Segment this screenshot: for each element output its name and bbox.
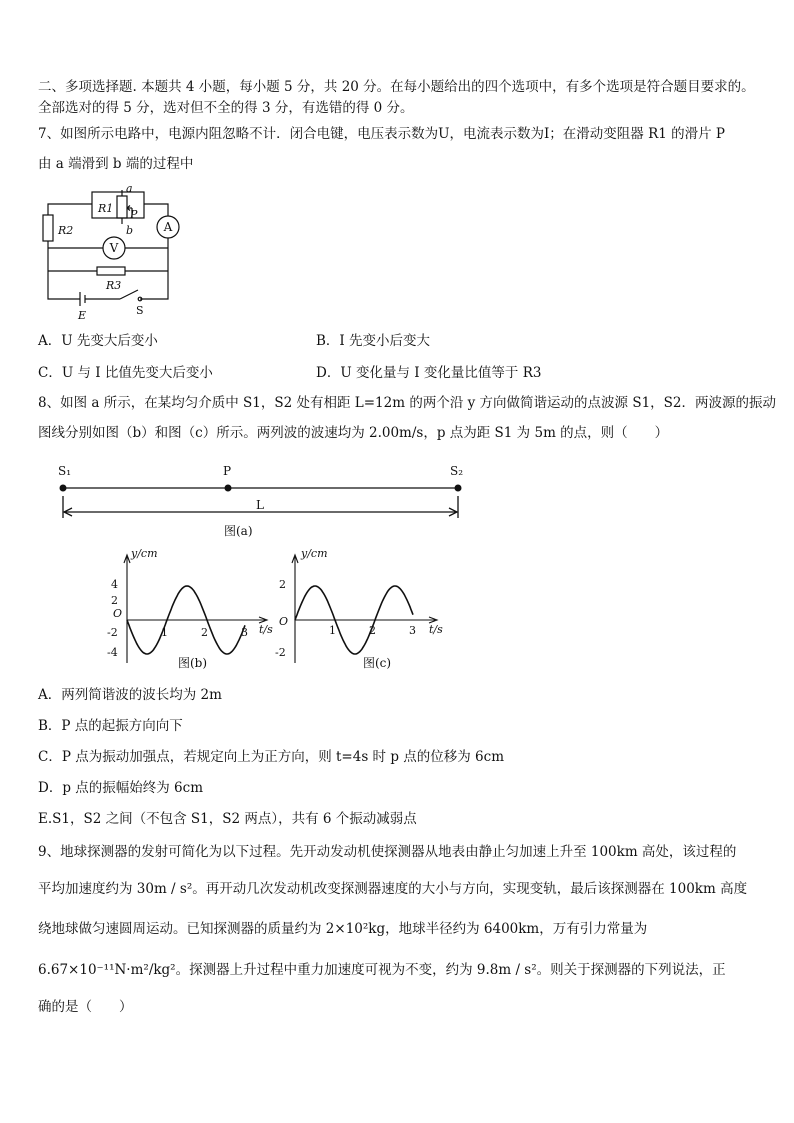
point-s2 <box>455 485 462 492</box>
resistor-r3 <box>97 267 125 275</box>
q8-figure-b <box>105 545 285 675</box>
section-2-heading-line-1: 二、多项选择题. 本题共 4 小题，每小题 5 分，共 20 分。在每小题给出的四个选项中，有多个选项是符合题目要求的。 <box>38 79 755 95</box>
label-r1: R1 <box>98 202 114 215</box>
q9-line-1: 9、地球探测器的发射可简化为以下过程。先开动发动机使探测器从地表由静止匀加速上升至 100km 高处，该过程的 <box>38 844 737 860</box>
q7-stem-line-1: 7、如图所示电路中，电源内阻忽略不计．闭合电键，电压表示数为U，电流表示数为I；在滑动变阻器 R1 的滑片 P <box>38 126 726 142</box>
ammeter-label: A <box>163 220 173 234</box>
ylabel-b: y/cm <box>131 547 158 560</box>
label-r2: R2 <box>58 224 74 237</box>
q8-option-d: D．p 点的振幅始终为 6cm <box>38 780 203 796</box>
caption-b: 图(b) <box>178 656 208 670</box>
ytick-c-2: 2 <box>279 578 286 591</box>
q8-option-e: E.S1，S2 之间（不包含 S1，S2 两点），共有 6 个振动减弱点 <box>38 811 417 827</box>
xtick-b-2: 2 <box>201 626 208 639</box>
q8-figure-a <box>50 460 480 545</box>
label-p: P <box>223 464 232 478</box>
q9-line-5: 确的是（ ） <box>38 999 133 1015</box>
point-p <box>225 485 232 492</box>
xtick-c-3: 3 <box>409 624 416 637</box>
ytick-b-2: 2 <box>111 594 118 607</box>
label-l: L <box>256 498 264 512</box>
q9-line-4: 6.67×10⁻¹¹N·m²/kg²。探测器上升过程中重力加速度可视为不变，约为 9.8m / s²。则关于探测器的下列说法，正 <box>38 962 726 978</box>
xlabel-c: t/s <box>429 623 443 636</box>
origin-b: O <box>113 607 123 620</box>
label-s: S <box>136 304 144 317</box>
q8-figure-c <box>275 545 455 675</box>
label-a: a <box>126 182 133 195</box>
caption-a: 图(a) <box>224 524 253 538</box>
point-s1 <box>60 485 67 492</box>
q9-line-2: 平均加速度约为 30m / s²。再开动几次发动机改变探测器速度的大小与方向，实现变轨，最后该探测器在 100km 高度 <box>38 881 748 897</box>
label-b: b <box>126 224 134 237</box>
label-s1: S₁ <box>58 464 72 478</box>
label-e: E <box>78 309 87 322</box>
q7-circuit-diagram <box>40 182 190 322</box>
voltmeter-label: V <box>109 241 119 255</box>
resistor-r1 <box>117 196 127 218</box>
xtick-c-1: 1 <box>329 624 336 637</box>
q8-stem-line-1: 8、如图 a 所示，在某均匀介质中 S1，S2 处有相距 L=12m 的两个沿 y 方向做简谐运动的点波源 S1，S2．两波源的振动 <box>38 395 776 411</box>
ylabel-c: y/cm <box>301 547 328 560</box>
ytick-b-neg2: -2 <box>107 626 118 639</box>
circuit-right-wire <box>140 238 168 299</box>
battery <box>76 292 92 306</box>
q8-stem-line-2: 图线分别如图（b）和图（c）所示。两列波的波速均为 2.00m/s，p 点为距 S1 为 5m 的点，则（ ） <box>38 425 669 441</box>
q9-line-3: 绕地球做匀速圆周运动。已知探测器的质量约为 2×10²kg，地球半径约为 6400km，万有引力常量为 <box>38 921 648 937</box>
section-2-heading-line-2: 全部选对的得 5 分，选对但不全的得 3 分，有选错的得 0 分。 <box>38 100 414 116</box>
circuit-left-wire <box>48 241 76 299</box>
origin-c: O <box>279 615 289 628</box>
label-s2: S₂ <box>450 464 464 478</box>
xtick-c-2: 2 <box>369 624 376 637</box>
q7-option-d: D．U 变化量与 I 变化量比值等于 R3 <box>316 365 542 381</box>
caption-c: 图(c) <box>363 656 392 670</box>
label-r3: R3 <box>106 279 122 292</box>
q8-option-a: A．两列简谐波的波长均为 2m <box>38 687 222 703</box>
q7-option-b: B．I 先变小后变大 <box>316 333 431 349</box>
q7-stem-line-2: 由 a 端滑到 b 端的过程中 <box>38 156 194 172</box>
xlabel-b: t/s <box>259 623 273 636</box>
ytick-b-neg4: -4 <box>107 646 118 659</box>
xtick-b-1: 1 <box>161 626 168 639</box>
q7-option-a: A．U 先变大后变小 <box>38 333 158 349</box>
q8-option-c: C．P 点为振动加强点，若规定向上为正方向，则 t=4s 时 p 点的位移为 6cm <box>38 749 505 765</box>
q8-option-b: B．P 点的起振方向向下 <box>38 718 183 734</box>
label-p: P <box>130 208 138 221</box>
resistor-r2 <box>43 215 53 241</box>
ytick-c-neg2: -2 <box>275 646 286 659</box>
ytick-b-4: 4 <box>111 578 118 591</box>
q7-option-c: C．U 与 I 比值先变大后变小 <box>38 365 213 381</box>
xtick-b-3: 3 <box>241 626 248 639</box>
